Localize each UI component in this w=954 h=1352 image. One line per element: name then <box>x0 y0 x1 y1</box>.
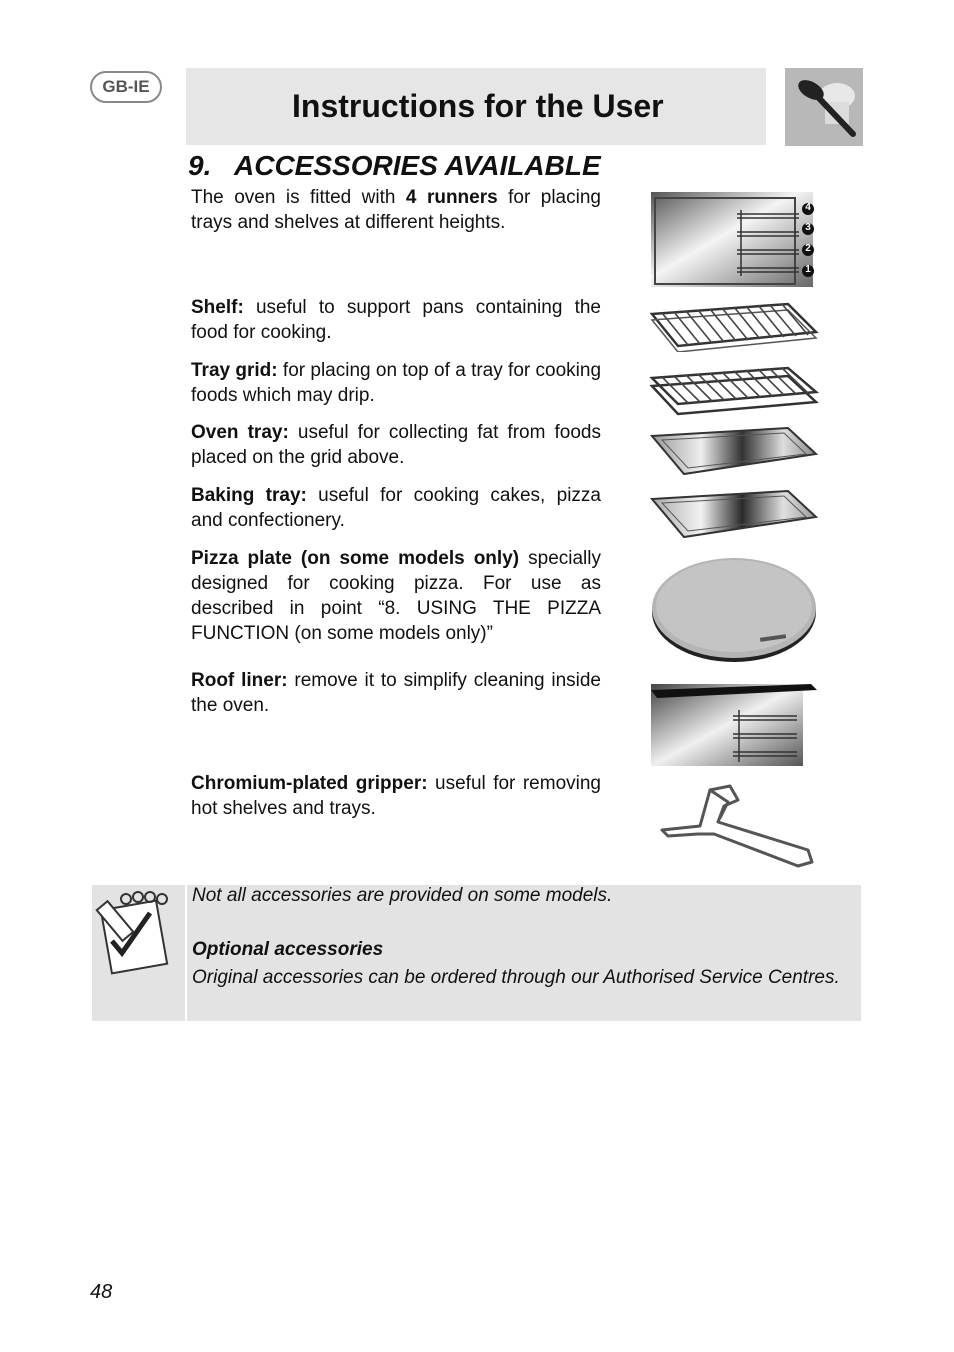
section-number: 9. <box>188 150 212 181</box>
runner-label-3: 3 <box>805 222 811 233</box>
accessory-oven-tray <box>191 420 601 470</box>
accessory-baking-tray <box>191 483 601 533</box>
note-line-2: Original accessories can be ordered through our Authorised Service Centres. <box>192 967 840 988</box>
accessory-label: Pizza plate (on some models only) <box>191 548 520 569</box>
intro-text-end: for placing trays and shelves at different heights. <box>191 187 601 233</box>
accessory-text: useful for removing hot shelves and trays. <box>191 773 601 819</box>
accessory-tray-grid <box>191 358 601 408</box>
accessory-label: Shelf: <box>191 297 244 318</box>
baking-tray-image <box>648 487 820 546</box>
pizza-plate-image <box>650 556 818 669</box>
gripper-image <box>658 782 818 875</box>
language-badge: GB-IE <box>90 71 162 103</box>
accessory-text: for placing on top of a tray for cooking foods which may drip. <box>191 360 602 406</box>
accessory-text: useful to support pans containing the food for cooking. <box>191 297 601 343</box>
accessory-label: Tray grid: <box>191 360 278 381</box>
runner-label-4: 4 <box>805 202 811 213</box>
intro-paragraph <box>191 185 601 235</box>
page-number: 48 <box>90 1281 113 1303</box>
accessory-label: Baking tray: <box>191 485 307 506</box>
chef-spoon-icon <box>785 68 863 146</box>
accessory-pizza-plate <box>191 546 601 646</box>
runner-label-1: 1 <box>805 264 811 275</box>
note-heading: Optional accessories <box>192 939 384 960</box>
intro-text: The oven is fitted with <box>191 187 406 208</box>
accessory-text: remove it to simplify cleaning inside the oven. <box>191 670 601 716</box>
accessory-label: Chromium-plated gripper: <box>191 773 428 794</box>
note-line-1: Not all accessories are provided on some models. <box>192 885 613 906</box>
section-title: ACCESSORIES AVAILABLE <box>234 150 601 181</box>
roof-liner-image <box>651 676 817 771</box>
runner-label-2: 2 <box>805 243 811 254</box>
shelf-image <box>648 300 820 357</box>
oven-runners-image <box>651 192 816 287</box>
header-bar <box>186 68 766 145</box>
accessory-shelf <box>191 295 601 345</box>
note-icon-panel <box>92 885 185 1021</box>
oven-tray-image <box>648 424 820 483</box>
accessory-text: specially designed for cooking pizza. For use as described in point “8. USING THE PIZZA FUNCTION (on some models only)” <box>191 548 601 644</box>
accessory-text: useful for cooking cakes, pizza and confectionery. <box>191 485 601 531</box>
accessory-gripper <box>191 771 601 821</box>
accessory-roof-liner <box>191 668 601 718</box>
notepad-pencil-icon <box>92 885 185 985</box>
tray-grid-image <box>648 362 820 421</box>
accessory-label: Roof liner: <box>191 670 288 691</box>
section-heading <box>188 150 601 182</box>
intro-bold: 4 runners <box>405 187 498 208</box>
accessory-text: useful for collecting fat from foods placed on the grid above. <box>191 422 601 468</box>
page-title: Instructions for the User <box>292 88 664 124</box>
accessory-label: Oven tray: <box>191 422 289 443</box>
